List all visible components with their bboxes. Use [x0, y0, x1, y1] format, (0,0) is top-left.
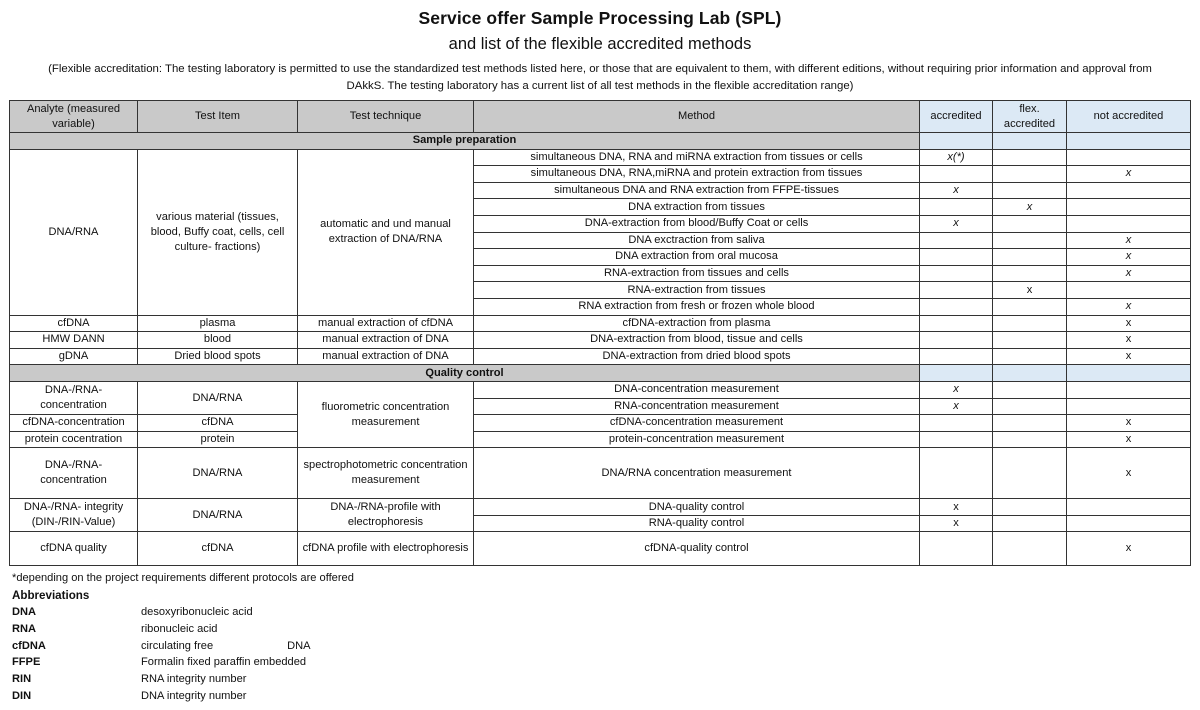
technique-cell: manual extraction of DNA	[298, 332, 474, 349]
test-item-cell: protein	[138, 431, 298, 448]
method-cell: simultaneous DNA and RNA extraction from FFPE-tissues	[474, 182, 920, 199]
table-row	[10, 448, 1191, 499]
not-accredited-mark: x	[1067, 431, 1191, 448]
analyte-cell: DNA-/RNA- integrity (DIN-/RIN-Value)	[10, 499, 138, 532]
table-row	[10, 431, 1191, 448]
table-row	[10, 532, 1191, 566]
not-accredited-mark: x	[1067, 332, 1191, 349]
not-accredited-mark: x	[1067, 249, 1191, 266]
header-test-item: Test Item	[138, 101, 298, 133]
abbreviation-value: RNA integrity number	[141, 673, 247, 686]
table-row	[10, 315, 1191, 332]
method-cell: RNA-concentration measurement	[474, 398, 920, 415]
footnote: *depending on the project requirements different protocols are offered	[12, 572, 354, 584]
abbreviation-key: DIN	[12, 689, 32, 702]
analyte-cell: cfDNA quality	[10, 532, 138, 566]
method-cell: DNA-quality control	[474, 499, 920, 516]
technique-cell: manual extraction of DNA	[298, 348, 474, 365]
header-not-accredited: not accredited	[1067, 101, 1191, 133]
test-item-cell: cfDNA	[138, 532, 298, 566]
analyte-cell: protein cocentration	[10, 431, 138, 448]
analyte-cell: cfDNA	[10, 315, 138, 332]
abbreviation-row	[12, 654, 354, 671]
abbreviation-key: DNA	[12, 606, 37, 618]
analyte-cell: DNA/RNA	[10, 149, 138, 315]
section-row	[10, 133, 1191, 150]
note-line-2: DAkkS. The testing laboratory has a current list of all test methods in the flexible accreditation range)	[346, 80, 854, 92]
not-accredited-mark: x	[1067, 232, 1191, 249]
method-cell: DNA-extraction from dried blood spots	[474, 348, 920, 365]
flex-accredited-mark: x	[993, 199, 1067, 216]
abbreviation-value: ribonucleic acid	[141, 622, 218, 635]
page-subtitle: and list of the flexible accredited methods	[448, 35, 752, 53]
method-cell: DNA extraction from tissues	[474, 199, 920, 216]
header-technique: Test technique	[298, 101, 474, 133]
method-cell: DNA-extraction from blood, tissue and cells	[474, 332, 920, 349]
accredited-mark: x	[920, 182, 993, 199]
section-row	[10, 365, 1191, 382]
section-sample-preparation: Sample preparation	[10, 133, 920, 150]
methods-table	[9, 100, 1191, 566]
table-row	[10, 381, 1191, 398]
technique-cell: fluorometric concentration measurement	[298, 381, 474, 447]
method-cell: protein-concentration measurement	[474, 431, 920, 448]
not-accredited-mark: x	[1067, 166, 1191, 183]
abbreviation-row	[12, 638, 354, 655]
not-accredited-mark: x	[1067, 348, 1191, 365]
test-item-cell: various material (tissues, blood, Buffy coat, cells, cell culture- fractions)	[138, 149, 298, 315]
test-item-cell: DNA/RNA	[138, 499, 298, 532]
technique-cell: manual extraction of cfDNA	[298, 315, 474, 332]
abbreviation-row	[12, 671, 354, 688]
header-flex-accredited: flex. accredited	[993, 101, 1067, 133]
test-item-cell: DNA/RNA	[138, 448, 298, 499]
method-cell: simultaneous DNA, RNA,miRNA and protein extraction from tissues	[474, 166, 920, 183]
abbreviation-value: circulating free DNA	[141, 639, 311, 652]
test-item-cell: cfDNA	[138, 415, 298, 432]
header-accredited: accredited	[920, 101, 993, 133]
abbreviation-row	[12, 604, 354, 621]
accredited-mark: x	[920, 381, 993, 398]
footer	[12, 571, 354, 705]
not-accredited-mark: x	[1067, 265, 1191, 282]
header-analyte: Analyte (measured variable)	[10, 101, 138, 133]
section-quality-control: Quality control	[10, 365, 920, 382]
analyte-cell: DNA-/RNA-concentration	[10, 381, 138, 414]
method-cell: DNA-concentration measurement	[474, 381, 920, 398]
method-cell: cfDNA-extraction from plasma	[474, 315, 920, 332]
abbreviation-value: Formalin fixed paraffin embedded	[141, 656, 307, 669]
test-item-cell: Dried blood spots	[138, 348, 298, 365]
method-cell: cfDNA-quality control	[474, 532, 920, 566]
table-row	[10, 348, 1191, 365]
abbreviation-row	[12, 621, 354, 638]
abbreviation-value: DNA integrity number	[141, 689, 247, 702]
accreditation-note	[12, 61, 1188, 95]
abbreviations-list	[12, 604, 354, 705]
abbreviation-key: FFPE	[12, 656, 41, 669]
method-cell: DNA/RNA concentration measurement	[474, 448, 920, 499]
accredited-mark: x(*)	[920, 149, 993, 166]
technique-cell: cfDNA profile with electrophoresis	[298, 532, 474, 566]
abbreviation-row	[12, 688, 354, 705]
not-accredited-mark: x	[1067, 532, 1191, 566]
test-item-cell: blood	[138, 332, 298, 349]
accredited-mark: x	[920, 398, 993, 415]
technique-cell: automatic and und manual extraction of DNA/RNA	[298, 149, 474, 315]
not-accredited-mark: x	[1067, 315, 1191, 332]
table-row	[10, 415, 1191, 432]
method-cell: DNA extraction from oral mucosa	[474, 249, 920, 266]
accredited-mark: x	[920, 515, 993, 532]
method-cell: RNA-quality control	[474, 515, 920, 532]
analyte-cell: cfDNA-concentration	[10, 415, 138, 432]
not-accredited-mark: x	[1067, 298, 1191, 315]
method-cell: RNA-extraction from tissues	[474, 282, 920, 299]
method-cell: cfDNA-concentration measurement	[474, 415, 920, 432]
not-accredited-mark: x	[1067, 415, 1191, 432]
method-cell: RNA extraction from fresh or frozen whole blood	[474, 298, 920, 315]
table-row	[10, 499, 1191, 516]
table-row	[10, 332, 1191, 349]
abbreviation-value: desoxyribonucleic acid	[141, 606, 253, 618]
note-line-1: (Flexible accreditation: The testing laboratory is permitted to use the standardized test methods listed here, or those that are equivalent to them, with different editions, without requiring prior information and approval from	[48, 63, 1152, 75]
page-title: Service offer Sample Processing Lab (SPL)	[418, 8, 782, 28]
method-cell: RNA-extraction from tissues and cells	[474, 265, 920, 282]
analyte-cell: HMW DANN	[10, 332, 138, 349]
test-item-cell: DNA/RNA	[138, 381, 298, 414]
method-cell: DNA-extraction from blood/Buffy Coat or cells	[474, 215, 920, 232]
test-item-cell: plasma	[138, 315, 298, 332]
not-accredited-mark: x	[1067, 448, 1191, 499]
accredited-mark: x	[920, 215, 993, 232]
abbreviations-title: Abbreviations	[12, 589, 90, 602]
analyte-cell: DNA-/RNA-concentration	[10, 448, 138, 499]
header-method: Method	[474, 101, 920, 133]
abbreviation-key: RIN	[12, 673, 32, 686]
technique-cell: DNA-/RNA-profile with electrophoresis	[298, 499, 474, 532]
accredited-mark: x	[920, 499, 993, 516]
abbreviation-key: cfDNA	[12, 639, 46, 652]
flex-accredited-mark: x	[993, 282, 1067, 299]
method-cell: simultaneous DNA, RNA and miRNA extraction from tissues or cells	[474, 149, 920, 166]
abbreviation-key: RNA	[12, 622, 37, 635]
table-row	[10, 149, 1191, 166]
table-header-row	[10, 101, 1191, 133]
technique-cell: spectrophotometric concentration measurement	[298, 448, 474, 499]
analyte-cell: gDNA	[10, 348, 138, 365]
method-cell: DNA exctraction from saliva	[474, 232, 920, 249]
